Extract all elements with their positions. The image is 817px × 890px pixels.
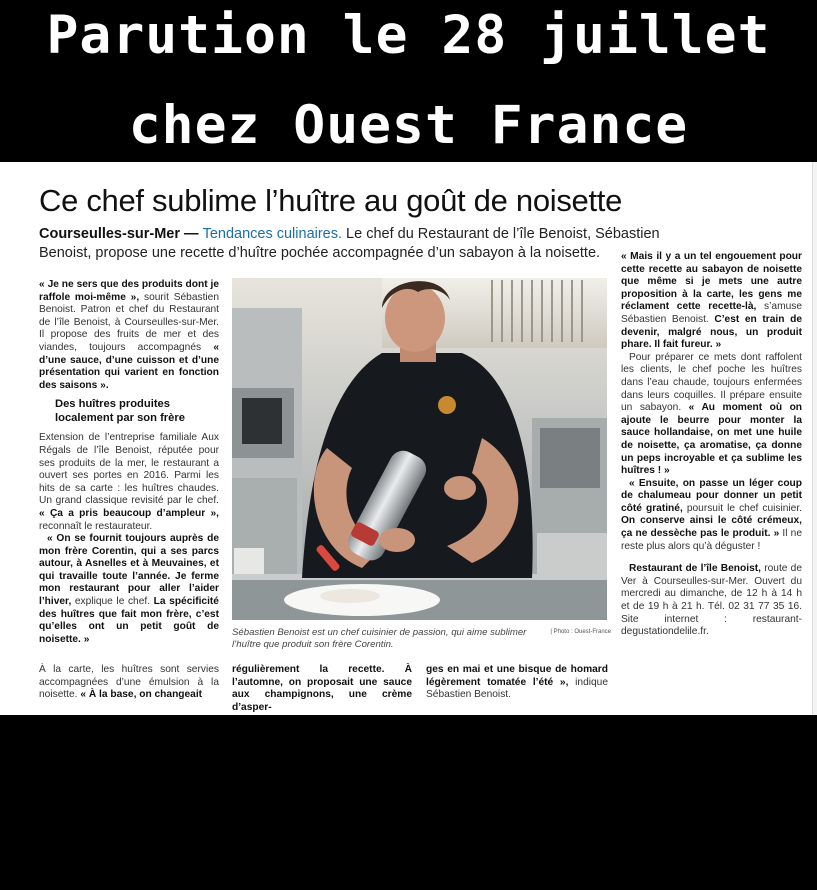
- lead-category: Tendances culinaires.: [202, 226, 343, 242]
- title-banner: [0, 0, 817, 162]
- c3-p3-rest2: Il ne reste plus alors qu’à déguster !: [621, 528, 802, 552]
- c1-p3-rest: explique le chef.: [71, 596, 154, 608]
- c1-p1-bold2: « d’une sauce, d’une cuisson et d’une présentation qui varient en fonction des saisons ».: [39, 341, 219, 391]
- article-column-3: [621, 251, 802, 639]
- c1-p2-rest: reconnaît le restaurateur.: [39, 520, 153, 532]
- photo-credit: | Photo : Ouest-France: [550, 629, 611, 635]
- c3-p2: Pour préparer ce mets dont raffolent les clients, le chef poche les huîtres dans l’eau chaude, toujours enfermées dans leurs coquilles. Il prépare ensuite un sabayon.: [621, 351, 802, 414]
- b2-bold: régulièrement la recette. À l’automne, on proposait une sauce aux champignons, une crème d’asper-: [232, 664, 412, 713]
- c3-p4-rest: route de Ver à Courseulles-sur-Mer. Ouvert du mercredi au dimanche, de 12 h à 14 h et de 19 h à 21 h. Tél. 02 31 77 35 16. Site internet : restaurant-degustationdelile.fr.: [621, 563, 802, 638]
- page-edge: [812, 162, 817, 715]
- banner-line-2: chez Ouest France: [128, 95, 689, 156]
- bottom-column-1: [39, 664, 219, 702]
- photo-caption: Sébastien Benoist est un chef cuisinier de passion, qui aime sublimer l’huître que produit son frère Corentin.: [232, 627, 527, 650]
- c3-p1-bold: « Mais il y a un tel engouement pour cette recette au sabayon de noisette que même si je mets une autre proposition à la carte, les gens me réclament cette recette-là,: [621, 251, 802, 313]
- c1-p1-rest: sourit Sébastien Benoist. Patron et chef du Restaurant de l’île Benoist, à Courseulles-sur-Mer. Il propose des fruits de mer et des viandes, toujours accompagnés: [39, 291, 220, 353]
- b3-bold: ges en mai et une bisque de homard légèrement tomatée l’été »,: [426, 664, 608, 688]
- c3-p4-bold: Restaurant de l’île Benoist,: [629, 563, 761, 575]
- c1-p3-bold2: La spécificité des huîtres que fait mon frère, c’est qu’elles ont un petit goût de noisette. »: [39, 596, 219, 645]
- banner-line-1: Parution le 28 juillet: [46, 5, 771, 66]
- article-column-1: [39, 279, 219, 646]
- c3-p1-rest: s’amuse Sébastien Benoist.: [621, 301, 802, 325]
- c3-p2-bold: « Au moment où on ajoute le beurre pour monter la sauce hollandaise, on met une huile de noisette, ça aromatise, ça donne un peps incroyable et ça sublime les huîtres ! »: [621, 402, 803, 477]
- c3-p1-bold2: C’est en train de devenir, malgré nous, un produit phare. Il fait fureur. »: [621, 313, 802, 351]
- bottom-column-2: [232, 664, 412, 714]
- c3-p3-bold2: On conserve ainsi le côté crémeux, ça ne dessèche pas le produit. »: [621, 515, 802, 540]
- bottom-column-3: [426, 664, 608, 702]
- b1-text: À la carte, les huîtres sont servies accompagnées d’une émulsion à la noisette.: [39, 664, 219, 701]
- b3-rest: indique Sébastien Benoist.: [426, 676, 609, 701]
- c3-p3-bold: « Ensuite, on passe un léger coup de chalumeau pour donner un petit côté gratiné,: [621, 477, 802, 514]
- c1-p2-bold: « Ça a pris beaucoup d’ampleur »,: [39, 507, 219, 519]
- lead-text: Le chef du Restaurant de l’île Benoist, Sébastien Benoist, propose une recette d’huître pochée accompagnée d’un sabayon à la noisette.: [39, 226, 660, 261]
- c1-p2: Extension de l’entreprise familiale Aux Régals de l’île Benoist, réputée pour ses produits de la mer, le restaurant a ouvert ses portes en 2016. Parmi les hits de sa carte : les huîtres chaudes. Un grand classique revisité par le chef.: [39, 432, 219, 507]
- newspaper-article: [0, 162, 817, 715]
- b1-bold: « À la base, on changeait: [80, 689, 203, 701]
- c3-p3-rest: poursuit le chef cuisinier.: [682, 502, 802, 514]
- chef-photo: [232, 278, 607, 620]
- c1-p1-bold: « Je ne sers que des produits dont je raffole moi-même »,: [39, 279, 219, 303]
- lead-place: Courseulles-sur-Mer —: [39, 226, 203, 242]
- c1-p3-bold: « On se fournit toujours auprès de mon frère Corentin, qui a ses parcs autour, à Asnelles et à Meuvaines, et qui travaille toute l’année. Je ferme mon restaurant pour aller l’aider l’hiver,: [39, 533, 219, 608]
- article-subheading: Des huîtres produites localement par son frère: [55, 398, 185, 424]
- article-headline: Ce chef sublime l’huître au goût de noisette: [39, 183, 623, 218]
- article-lead: [39, 225, 679, 263]
